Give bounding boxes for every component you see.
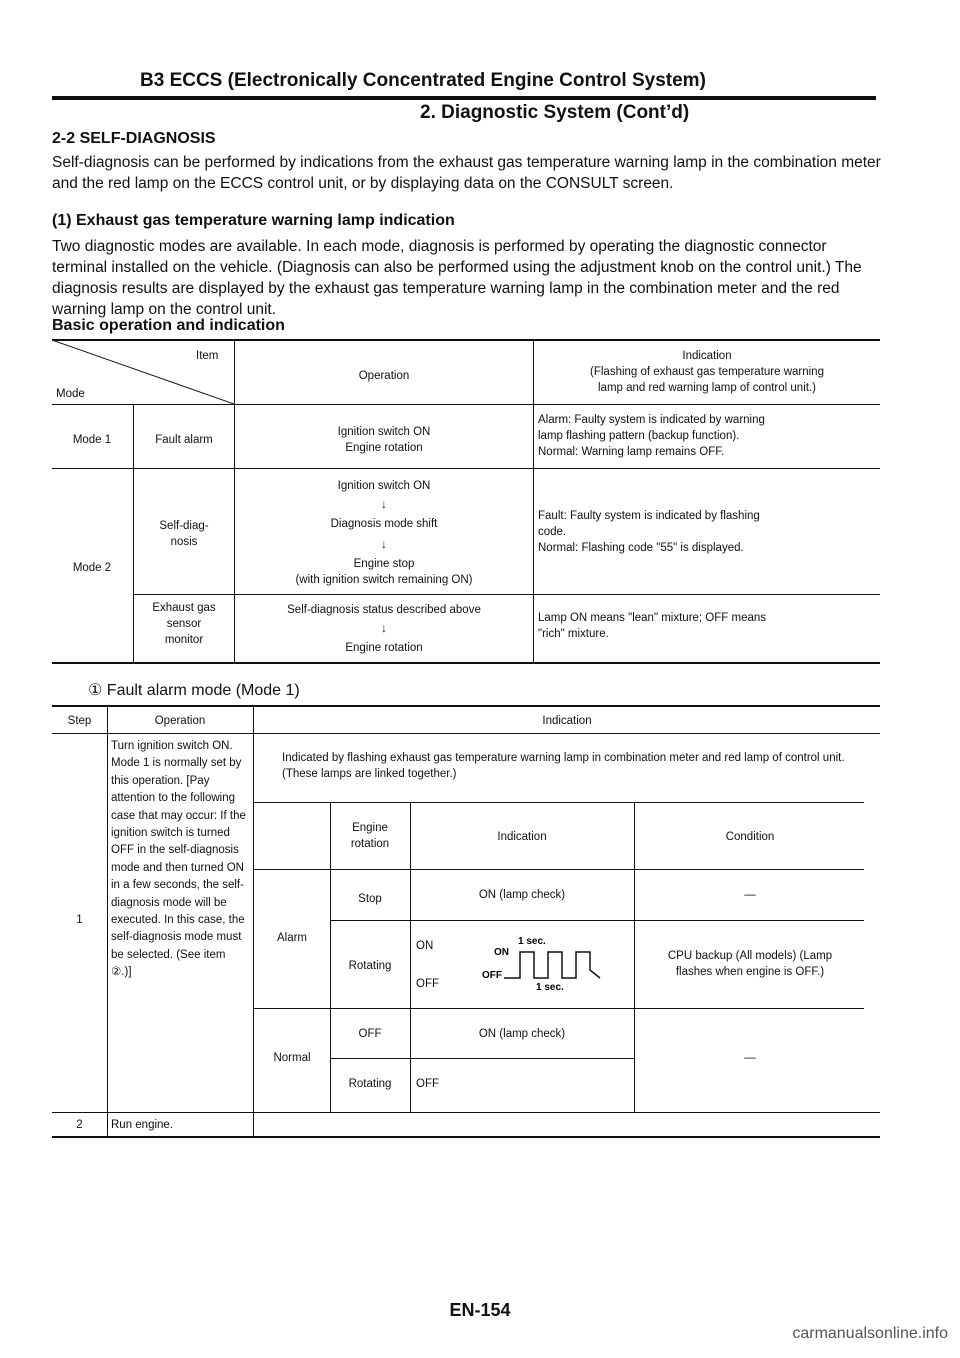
alarm-stop-ind: ON (lamp check) xyxy=(478,889,566,901)
normal-off: OFF xyxy=(358,1028,382,1040)
normal-label: Normal xyxy=(273,1052,311,1064)
hdr-item: Item xyxy=(196,350,219,362)
hdr-indication2: Indication xyxy=(542,715,592,727)
mode2-label: Mode 2 xyxy=(72,562,112,574)
flash-1sec-bottom: 1 sec. xyxy=(536,982,564,993)
mode1-item: Fault alarm xyxy=(155,434,213,446)
sub-heading: (1) Exhaust gas temperature warning lamp indication xyxy=(52,212,455,229)
mode2-selfdiag-item: Self-diag- nosis xyxy=(159,520,209,548)
step2-number: 2 xyxy=(76,1119,83,1131)
flash-off-label: OFF xyxy=(482,970,502,981)
mode2b-op-step2: Engine rotation xyxy=(345,642,423,654)
alarm-on-label: ON xyxy=(416,940,434,952)
hdr-indication: Indication (Flashing of exhaust gas temperature warning lamp and red warning lamp of control unit.) xyxy=(590,350,824,394)
mode1-label: Mode 1 xyxy=(72,434,112,446)
basic-heading: Basic operation and indication xyxy=(52,317,285,334)
mode2-sensor-item: Exhaust gas sensor monitor xyxy=(152,602,216,646)
mode2-sensor-indication: Lamp ON means "lean" mixture; OFF means "rich" mixture. xyxy=(538,612,767,640)
watermark: carmanualsonline.info xyxy=(792,1325,948,1342)
flash-pattern-icon xyxy=(482,930,632,996)
mode2-op-step3: Engine stop (with ignition switch remaining ON) xyxy=(295,558,473,586)
mode1-operation: Ignition switch ON Engine rotation xyxy=(337,426,431,454)
step1-number: 1 xyxy=(76,914,83,926)
mode2-op-step1: Ignition switch ON xyxy=(337,480,431,492)
arrow-2: ↓ xyxy=(381,537,387,551)
flash-1sec-top: 1 sec. xyxy=(518,936,546,947)
flash-on-label: ON xyxy=(494,947,509,958)
normal-off-ind: ON (lamp check) xyxy=(478,1028,566,1040)
intro-paragraph: Self-diagnosis can be performed by indications from the exhaust gas temperature warning lamp in the combination meter and the red lamp on the ECCS control unit, or by displaying data on the CONSULT screen. xyxy=(52,154,881,192)
page-header-title: B3 ECCS (Electronically Concentrated Engine Control System) xyxy=(140,70,706,91)
arrow-3: ↓ xyxy=(381,621,387,635)
mode2-selfdiag-indication: Fault: Faulty system is indicated by flashing code. Normal: Flashing code "55" is displayed. xyxy=(538,510,760,554)
mode2b-op-step1: Self-diagnosis status described above xyxy=(287,604,481,616)
mode2-op-step2: Diagnosis mode shift xyxy=(330,518,438,530)
normal-rotating-ind: OFF xyxy=(416,1078,439,1090)
step1-indication: Indicated by flashing exhaust gas temperature warning lamp in combination meter and red lamp of control unit. (These lamps are linked together.) xyxy=(282,752,845,780)
alarm-stop: Stop xyxy=(358,893,382,905)
alarm-rotating: Rotating xyxy=(348,960,392,972)
section-heading: 2-2 SELF-DIAGNOSIS xyxy=(52,130,216,147)
alarm-label: Alarm xyxy=(276,932,308,944)
fault-alarm-heading: ① Fault alarm mode (Mode 1) xyxy=(88,682,300,699)
step2-operation: Run engine. xyxy=(111,1119,174,1131)
alarm-stop-cond: — xyxy=(744,889,756,901)
mode1-indication: Alarm: Faulty system is indicated by warning lamp flashing pattern (backup function). Normal: Warning lamp remains OFF. xyxy=(538,414,765,458)
page-header-subtitle: 2. Diagnostic System (Cont’d) xyxy=(420,102,690,123)
normal-cond: — xyxy=(744,1052,756,1064)
sub-engine: Engine rotation xyxy=(350,822,390,850)
sub-paragraph: Two diagnostic modes are available. In each mode, diagnosis is performed by operating the diagnostic connector terminal installed on the vehicle. (Diagnosis can also be performed using the adjustment knob on the control unit.) The diagnosis results are displayed by the exhaust gas temperature warning lamp in the combination meter and the red warning lamp on the control unit. xyxy=(52,238,862,318)
hdr-operation: Operation xyxy=(358,370,410,382)
sub-condition: Condition xyxy=(725,831,775,843)
sub-indication: Indication xyxy=(497,831,547,843)
hdr-mode: Mode xyxy=(56,388,85,400)
hdr-step: Step xyxy=(67,715,92,727)
hdr-operation2: Operation xyxy=(154,715,206,727)
header-rule xyxy=(52,96,876,100)
step1-operation: Turn ignition switch ON. Mode 1 is normally set by this operation. [Pay attention to the following case that may occur: If the ignition switch is turned OFF in the self-diagnosis mode and then turned ON in a few seconds, the self-diagnosis mode will be executed. In this case, the self-diagnosis mode must be selected. (See item ②.)] xyxy=(111,740,246,979)
alarm-off-label: OFF xyxy=(416,978,439,990)
alarm-rotating-cond: CPU backup (All models) (Lamp flashes when engine is OFF.) xyxy=(667,950,833,978)
page-number: EN-154 xyxy=(449,1300,511,1320)
normal-rotating: Rotating xyxy=(348,1078,392,1090)
arrow-1: ↓ xyxy=(381,497,387,511)
